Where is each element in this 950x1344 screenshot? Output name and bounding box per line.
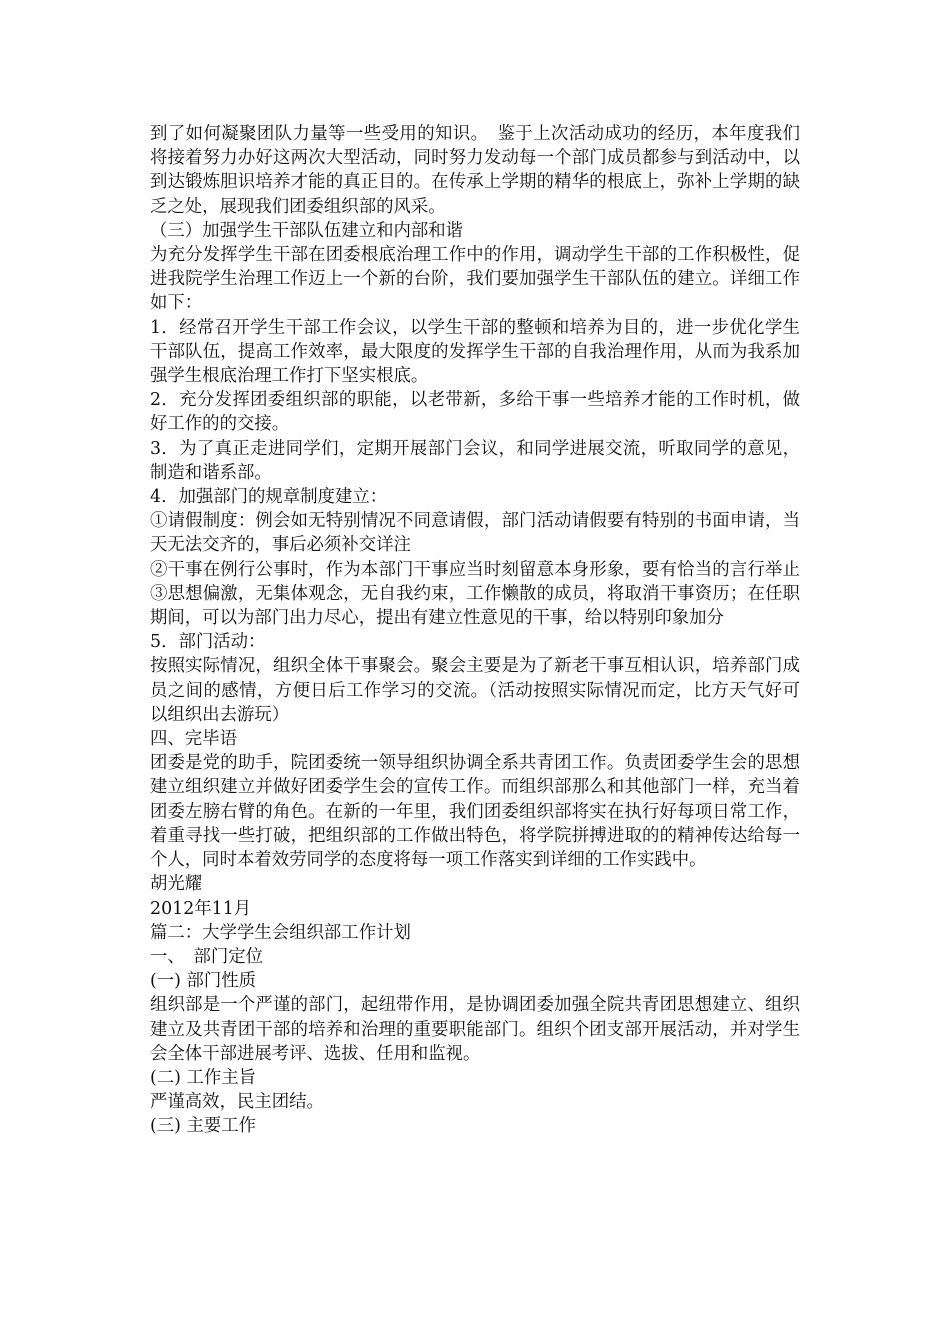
list-item-1: 1．经常召开学生干部工作会议，以学生干部的整顿和培养为目的，进一步优化学生干部队伍，提高工作效率，最大限度的发挥学生干部的自我治理作用，从而为我系加强学生根底治理工作打下坚实根底。 (150, 317, 800, 387)
paragraph-activities: 按照实际情况，组织全体干事聚会。聚会主要是为了新老干事互相认识，培养部门成员之间的感情，方便日后工作学习的交流。（活动按照实际情况而定，比方天气好可以组织出去游玩） (150, 656, 800, 725)
heading-work-purpose: (二) 工作主旨 (150, 1067, 257, 1088)
rule-staff-conduct: ②干事在例行公事时，作为本部门干事应当时刻留意本身形象，要有恰当的言行举止 ③思想偏激，无集体观念，无自我约束，工作懒散的成员，将取消干事资历；在任职期间，可以为部门出力尽心，提出有建立性意见的干事，给以特别印象加分 (150, 559, 818, 629)
list-item-3: 3．为了真正走进同学们，定期开展部门会议，和同学进展交流，听取同学的意见，制造和谐系部。 (150, 438, 800, 483)
paragraph-department-nature: 组织部是一个严谨的部门，起纽带作用，是协调团委加强全院共青团思想建立、组织建立及共青团干部的培养和治理的重要职能部门。组织个团支部开展活动，并对学生会全体干部进展考评、选拔、任用和监视。 (150, 995, 800, 1064)
list-item-5: 5．部门活动： (150, 632, 266, 653)
heading-section-3: （三）加强学生干部队伍建立和内部和谐 (150, 220, 464, 241)
heading-department-positioning: 一、 部门定位 (150, 946, 264, 967)
list-item-2: 2．充分发挥团委组织部的职能，以老带新，多给干事一些培养才能的工作时机，做好工作的的交接。 (150, 390, 800, 435)
rule-leave-system: ①请假制度：例会如无特别情况不同意请假，部门活动请假要有特别的书面申请，当天无法交齐的，事后必须补交详注 (150, 511, 800, 556)
document-date: 2012年11月 (150, 898, 252, 919)
heading-section-4: 四、完毕语 (150, 729, 237, 750)
paragraph-work-purpose: 严谨高效，民主团结。 (150, 1092, 324, 1113)
heading-main-work: (三) 主要工作 (150, 1116, 257, 1137)
heading-department-nature: (一) 部门性质 (150, 971, 257, 992)
author-name: 胡光耀 (150, 874, 203, 895)
paragraph-team-knowledge: 到了如何凝聚团队力量等一些受用的知识。 鉴于上次活动成功的经历，本年度我们将接着努力办好这两次大型活动，同时努力发动每一个部门成员都参与到活动中，以到达锻炼胆识培养才能的真正目的。在传承上学期的精华的根底上，弥补上学期的缺乏之处，展现我们团委组织部的风采。 (150, 124, 800, 217)
heading-part-2: 篇二：大学学生会组织部工作计划 (150, 922, 411, 943)
list-item-4: 4．加强部门的规章制度建立： (150, 487, 388, 508)
paragraph-conclusion: 团委是党的助手，院团委统一领导组织协调全系共青团工作。负责团委学生会的思想建立组织建立并做好团委学生会的宣传工作。而组织部那么和其他部门一样，充当着团委左膀右臂的角色。在新的一年里，我们团委组织部将实在执行好每项日常工作，着重寻找一些打破，把组织部的工作做出特色，将学院拼搏进取的的精神传达给每一个人，同时本着效劳同学的态度将每一项工作落实到详细的工作实践中。 (150, 753, 800, 871)
paragraph-cadre-intro: 为充分发挥学生干部在团委根底治理工作中的作用，调动学生干部的工作积极性，促进我院学生治理工作迈上一个新的台阶，我们要加强学生干部队伍的建立。详细工作如下： (150, 245, 800, 314)
document-page (150, 122, 818, 1139)
